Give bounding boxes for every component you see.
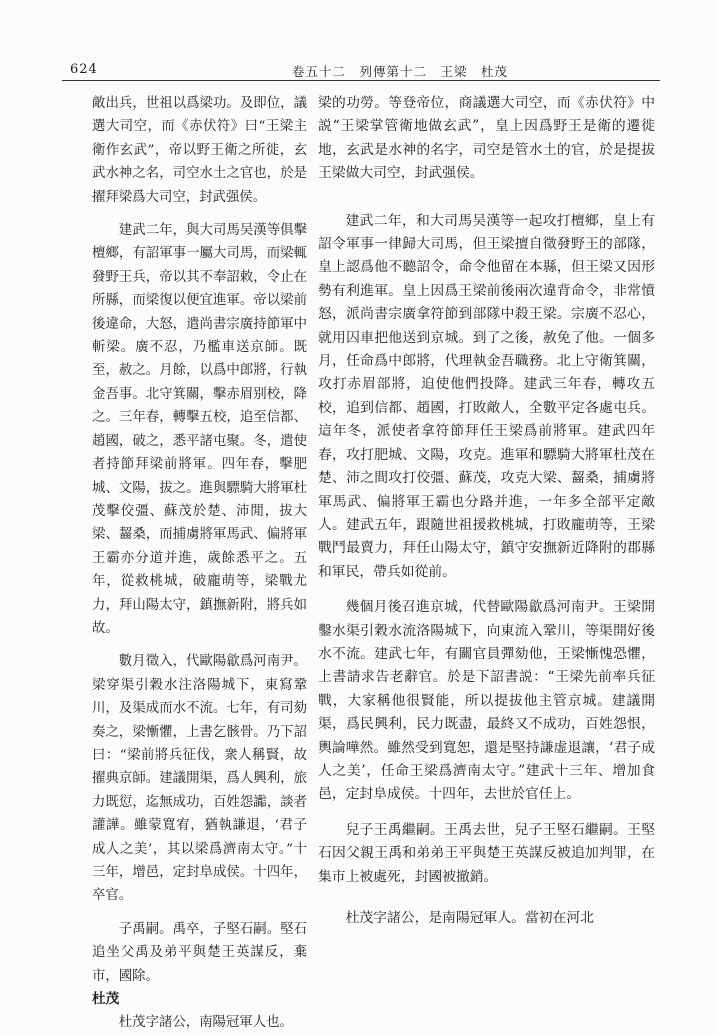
classical-paragraph: 子禹嗣。禹卒，子堅石嗣。堅石追坐父禹及弟平與楚王英謀反，棄市，國除。 <box>92 921 307 984</box>
classical-paragraph: 數月徵入，代歐陽歙爲河南尹。梁穿渠引穀水注洛陽城下，東寫鞏川，及渠成而水不流。七年，有司劾奏之，梁慚懼，上書乞骸骨。乃下詔曰：“梁前將兵征伐，衆人稱賢，故擢典京師。建議開渠，爲人興利，旅力既愆，迄無成功，百姓怨讟，談者讙譁。雖蒙寬宥，猶執謙退，‘君子成人之美’，其以梁爲濟南太守。”十三年，增邑，定封阜成侯。十四年，卒官。 <box>92 654 307 904</box>
section-heading: 杜茂 <box>92 991 120 1008</box>
translation-paragraph: 兒子王禹繼嗣。王禹去世，兒子王堅石繼嗣。王堅石因父親王禹和弟弟王平與楚王英謀反被追加判罪，在集市上被處死，封國被撤銷。 <box>318 821 655 885</box>
classical-text-column <box>92 92 307 1031</box>
classical-paragraph: 建武二年，與大司馬吴漢等俱擊檀鄉，有詔軍事一屬大司馬，而梁輒發野王兵，帝以其不奉詔敕，令止在所縣，而梁復以便宜進軍。帝以梁前後違命，大怒，遣尚書宗廣持節軍中斬梁。廣不忍，乃檻車送京師。既至，赦之。月餘，以爲中郎將，行執金吾事。北守箕關，擊赤眉别校，降之。三年春，轉擊五校，追至信都、趙國，破之，悉平諸屯聚。冬，遣使者持節拜梁前將軍。四年春，擊肥城、文陽，拔之。進與驃騎大將軍杜茂擊佼彊、蘇茂於楚、沛閒，拔大梁、齧桑，而捕虜將軍馬武、偏將軍王霸亦分道并進，歲餘悉平之。五年，從救桃城，破龐萌等，梁戰尤力，拜山陽太守，鎮撫新附，將兵如故。 <box>92 223 307 636</box>
running-header <box>62 58 660 81</box>
running-head: 卷五十二 列傳第十二 王梁 杜茂 <box>292 64 509 79</box>
classical-paragraph: 敵出兵，世祖以爲梁功。及即位，議選大司空，而《赤伏符》曰“王梁主衛作玄武”，帝以野王衛之所徙，玄武水神之名，司空水土之官也，於是擢拜梁爲大司空，封武强侯。 <box>92 96 307 205</box>
translation-paragraph: 幾個月後召進京城，代替歐陽歙爲河南尹。王梁開鑿水渠引穀水流洛陽城下，向東流入鞏川，等渠開好後水不流。建武七年，有關官員彈劾他，王梁慚愧恐懼，上書請求告老辭官。於是下詔書説：“王梁先前率兵征戰，大家稱他很賢能，所以提拔他主管京城。建議開渠，爲民興利，民力既盡，最終又不成功，百姓怨恨，輿論嘩然。雖然受到寬恕，還是堅持謙虚退讓，‘君子成人之美’，任命王梁爲濟南太守。”建武十三年、增加食邑，定封阜成侯。十四年，去世於官任上。 <box>318 599 655 803</box>
translation-paragraph: 杜茂字諸公，是南陽冠軍人。當初在河北 <box>345 910 594 926</box>
translation-column <box>318 92 655 960</box>
classical-paragraph: 杜茂字諸公，南陽冠軍人也。 <box>118 1015 293 1031</box>
translation-paragraph: 梁的功勞。等登帝位，商議選大司空，而《赤伏符》中説“王梁掌管衛地做玄武”，皇上因爲野王是衛的遷徙地，玄武是水神的名字，司空是管水土的官，於是提拔王梁做大司空，封武强侯。 <box>318 95 655 182</box>
page-number: 624 <box>70 62 98 77</box>
translation-paragraph: 建武二年，和大司馬吴漢等一起攻打檀鄉，皇上有詔令軍事一律歸大司馬，但王梁擅自徵發野王的部隊，皇上認爲他不聽詔令，命令他留在本縣，但王梁又因形勢有利進軍。皇上因爲王梁前後兩次違背命令，非常憤怒，派尚書宗廣拿符節到部隊中殺王梁。宗廣不忍心，就用囚車把他送到京城。到了之後，赦免了他。一個多月，任命爲中郎將，代理執金吾職務。北上守衛箕關，攻打赤眉部將，迫使他們投降。建武三年春，轉攻五校，追到信都、趙國，打敗敵人，全數平定各處屯兵。這年冬，派使者拿符節拜任王梁爲前將軍。建武四年春，攻打肥城、文陽，攻克。進軍和驃騎大將軍杜茂在楚、沛之間攻打佼彊、蘇茂，攻克大梁、齧桑，捕虜將軍馬武、偏將軍王霸也分路并進，一年多全部平定敵人。建武五年，跟隨世祖援救桃城，打敗龐萌等，王梁戰鬥最賣力，拜任山陽太守，鎮守安撫新近降附的郡縣和軍民，帶兵如從前。 <box>318 212 655 580</box>
